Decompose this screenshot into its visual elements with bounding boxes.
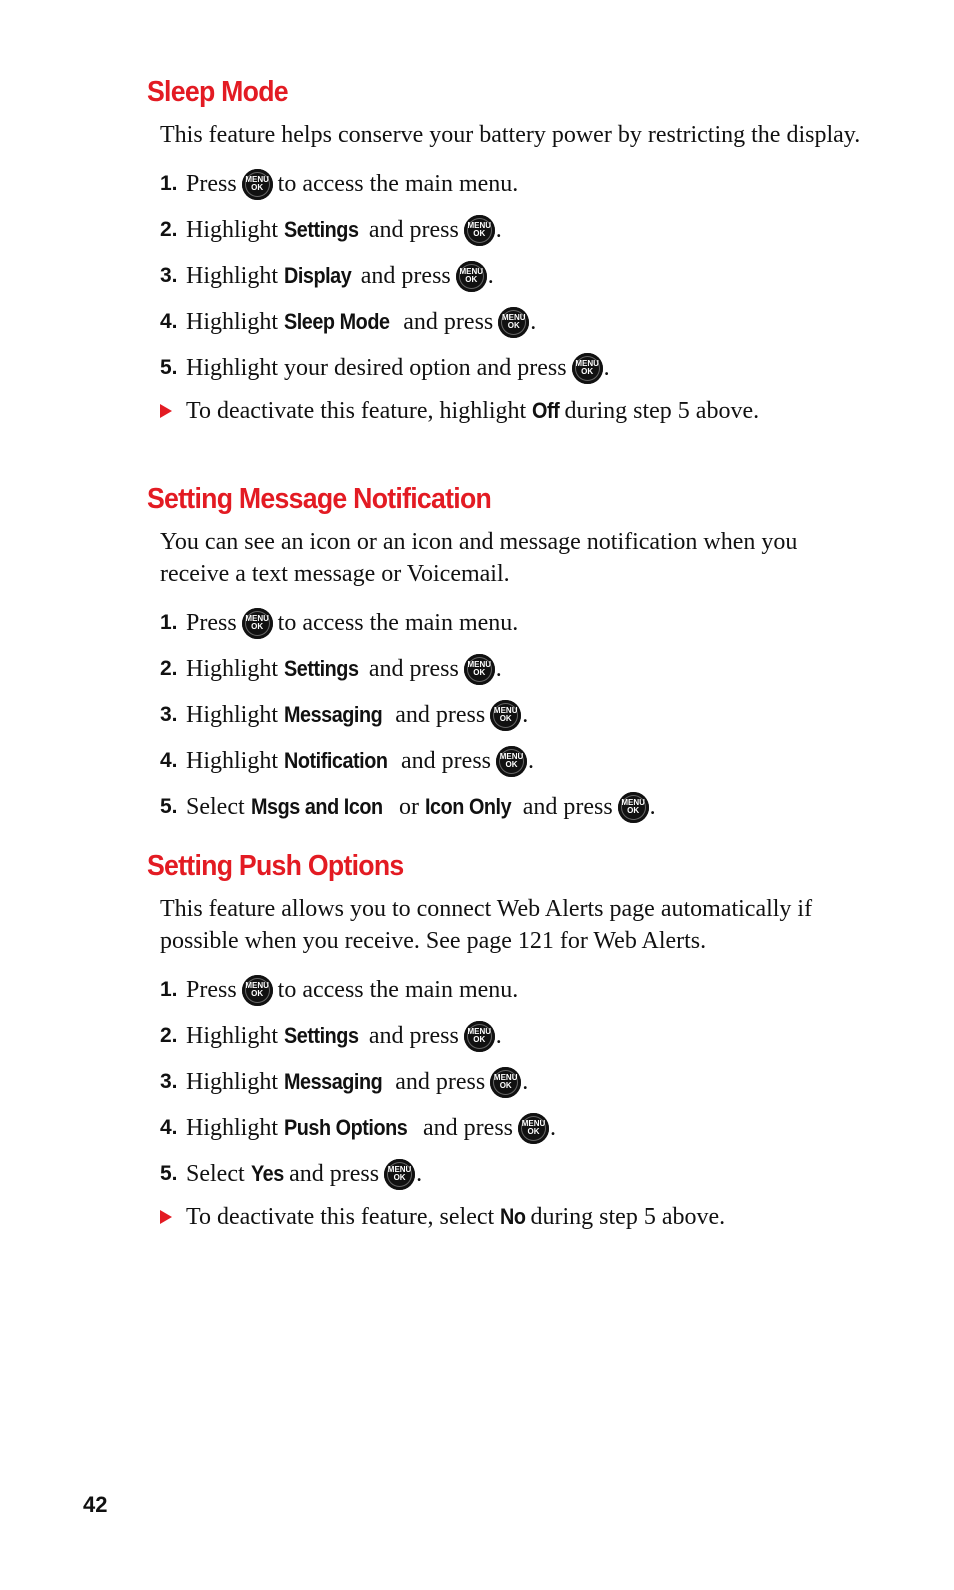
step-item <box>160 1013 867 1059</box>
menu-ok-label: OK <box>393 1173 406 1182</box>
step-text: 2. <box>160 218 178 241</box>
menu-keyword: Yes <box>250 1161 284 1186</box>
section-intro: This feature allows you to connect Web Alerts page automatically if possible when you receive. See page 121 for Web Alerts. <box>160 896 813 954</box>
step-list <box>160 967 867 1197</box>
menu-keyword: Settings <box>284 656 359 681</box>
menu-ok-button-icon <box>242 975 273 1006</box>
step-item <box>160 207 867 253</box>
step-text: . <box>495 1023 502 1049</box>
menu-keyword: Messaging <box>284 1069 383 1094</box>
menu-ok-label: MENU <box>521 1119 546 1128</box>
menu-keyword: Sleep Mode <box>284 309 390 334</box>
menu-ok-label: MENU <box>467 1027 492 1036</box>
step-text: 3. <box>160 1070 178 1093</box>
menu-keyword: Messaging <box>284 702 383 727</box>
step-text: Highlight <box>186 217 279 243</box>
step-item <box>160 299 867 345</box>
step-text: and press <box>368 656 459 682</box>
step-text: during step 5 above. <box>564 398 760 424</box>
step-text: Press <box>186 977 237 1003</box>
menu-ok-label: OK <box>499 714 512 723</box>
step-item <box>160 161 867 207</box>
step-text: and press <box>395 1069 486 1095</box>
step-text: . <box>649 794 656 820</box>
step-item <box>160 1059 867 1105</box>
menu-ok-label: OK <box>473 229 486 238</box>
tip-note <box>160 391 867 431</box>
menu-ok-label: MENU <box>499 752 524 761</box>
step-text: . <box>530 309 537 335</box>
menu-ok-button-icon <box>464 215 495 246</box>
step-text: and press <box>368 217 459 243</box>
step-text: Select <box>186 794 245 820</box>
step-text: 4. <box>160 1116 178 1139</box>
step-item <box>160 253 867 299</box>
step-text: 3. <box>160 703 178 726</box>
menu-ok-button-icon <box>496 746 527 777</box>
menu-ok-label: OK <box>473 1035 486 1044</box>
menu-ok-label: OK <box>627 806 640 815</box>
menu-keyword: Display <box>284 263 352 288</box>
step-text: 2. <box>160 657 178 680</box>
section-title: Setting Message Notification <box>147 483 492 515</box>
step-text: or <box>398 794 419 820</box>
menu-keyword: Settings <box>284 1023 359 1048</box>
step-text: 4. <box>160 749 178 772</box>
menu-ok-button-icon <box>518 1113 549 1144</box>
step-text: 1. <box>160 978 178 1001</box>
section-title: Setting Push Options <box>147 850 404 882</box>
step-text: and press <box>289 1161 380 1187</box>
step-text: Highlight <box>186 702 279 728</box>
step-text: 5. <box>160 795 178 818</box>
step-text: Highlight <box>186 1023 279 1049</box>
step-text: Highlight <box>186 1069 279 1095</box>
step-text: and press <box>368 1023 459 1049</box>
menu-ok-label: OK <box>465 275 478 284</box>
menu-ok-label: MENU <box>575 359 599 368</box>
step-text: . <box>416 1161 423 1187</box>
menu-keyword: Settings <box>284 217 359 242</box>
step-text: . <box>528 748 534 774</box>
step-text: . <box>522 1069 529 1095</box>
menu-ok-button-icon <box>456 261 487 292</box>
step-text: and press <box>522 794 613 820</box>
step-text: to access the main menu. <box>277 171 519 197</box>
menu-ok-button-icon <box>490 1067 521 1098</box>
step-text: . <box>522 702 529 728</box>
menu-ok-label: MENU <box>459 267 484 276</box>
menu-ok-label: MENU <box>467 221 492 230</box>
menu-ok-button-icon <box>242 169 273 200</box>
step-text: and press <box>403 309 494 335</box>
step-text: Press <box>186 610 237 636</box>
menu-ok-label: MENU <box>245 981 269 990</box>
menu-keyword: No <box>500 1204 526 1229</box>
menu-ok-label: OK <box>251 622 264 631</box>
menu-ok-label: MENU <box>493 706 518 715</box>
page-number: 42 <box>83 1492 108 1517</box>
step-list <box>160 161 867 391</box>
step-list <box>160 600 867 830</box>
step-text: Select <box>186 1161 245 1187</box>
step-text: and press <box>401 748 491 774</box>
step-text: Highlight your desired option and press <box>186 355 567 381</box>
step-text: Highlight <box>186 748 279 774</box>
menu-ok-button-icon <box>498 307 529 338</box>
menu-ok-label: OK <box>505 760 518 769</box>
step-text: Press <box>186 171 237 197</box>
section-title: Sleep Mode <box>147 76 288 108</box>
step-item <box>160 600 867 646</box>
step-item <box>160 646 867 692</box>
menu-keyword: Notification <box>284 748 388 773</box>
step-text: and press <box>360 263 451 289</box>
menu-ok-button-icon <box>572 353 603 384</box>
step-text: 2. <box>160 1024 178 1047</box>
menu-ok-button-icon <box>618 792 649 823</box>
triangle-bullet-icon <box>160 404 172 418</box>
section-push-options <box>147 849 867 1237</box>
step-text: 1. <box>160 611 178 634</box>
step-text: 5. <box>160 1162 178 1185</box>
menu-ok-label: OK <box>251 183 264 192</box>
menu-ok-label: OK <box>507 321 520 330</box>
step-text: Highlight <box>186 263 279 289</box>
step-text: 4. <box>160 310 178 333</box>
step-text: during step 5 above. <box>530 1204 726 1230</box>
step-text: Highlight <box>186 1115 279 1141</box>
step-text: . <box>487 263 494 289</box>
step-text: 5. <box>160 356 178 379</box>
menu-ok-label: OK <box>251 989 264 998</box>
step-text: and press <box>395 702 486 728</box>
section-intro: You can see an icon or an icon and message notification when you receive a text message or Voicemail. <box>160 529 798 587</box>
menu-keyword: Push Options <box>284 1115 408 1140</box>
step-text: . <box>550 1115 556 1141</box>
step-text: 1. <box>160 172 178 195</box>
tip-note <box>160 1197 867 1237</box>
section-intro: This feature helps conserve your battery power by restricting the display. <box>160 122 861 148</box>
step-text: Highlight <box>186 309 279 335</box>
step-text: To deactivate this feature, highlight <box>186 398 527 424</box>
menu-ok-button-icon <box>490 700 521 731</box>
menu-ok-label: MENU <box>245 614 269 623</box>
menu-ok-label: OK <box>473 668 486 677</box>
step-item <box>160 345 867 391</box>
step-text: to access the main menu. <box>277 977 519 1003</box>
menu-ok-button-icon <box>464 654 495 685</box>
step-item <box>160 1151 867 1197</box>
menu-keyword: Off <box>532 398 560 423</box>
menu-keyword: Icon Only <box>424 794 512 819</box>
step-text: Highlight <box>186 656 279 682</box>
step-item <box>160 784 867 830</box>
menu-ok-label: OK <box>499 1081 512 1090</box>
triangle-bullet-icon <box>160 1210 172 1224</box>
section-message-notification <box>147 482 867 830</box>
step-item <box>160 692 867 738</box>
menu-ok-label: OK <box>581 367 594 376</box>
menu-ok-label: MENU <box>467 660 492 669</box>
step-text: and press <box>423 1115 513 1141</box>
step-text: . <box>495 656 502 682</box>
menu-ok-label: MENU <box>493 1073 518 1082</box>
menu-keyword: Msgs and Icon <box>250 794 383 819</box>
step-text: 3. <box>160 264 178 287</box>
step-text: . <box>495 217 502 243</box>
step-item <box>160 738 867 784</box>
step-text: to access the main menu. <box>277 610 519 636</box>
menu-ok-button-icon <box>242 608 273 639</box>
menu-ok-label: MENU <box>501 313 526 322</box>
menu-ok-button-icon <box>384 1159 415 1190</box>
menu-ok-button-icon <box>464 1021 495 1052</box>
menu-ok-label: MENU <box>621 798 645 807</box>
menu-ok-label: MENU <box>245 175 269 184</box>
step-text: To deactivate this feature, select <box>186 1204 495 1230</box>
menu-ok-label: MENU <box>387 1165 412 1174</box>
step-text: . <box>603 355 610 381</box>
step-item <box>160 1105 867 1151</box>
step-item <box>160 967 867 1013</box>
section-sleep-mode <box>147 75 867 431</box>
menu-ok-label: OK <box>527 1127 540 1136</box>
